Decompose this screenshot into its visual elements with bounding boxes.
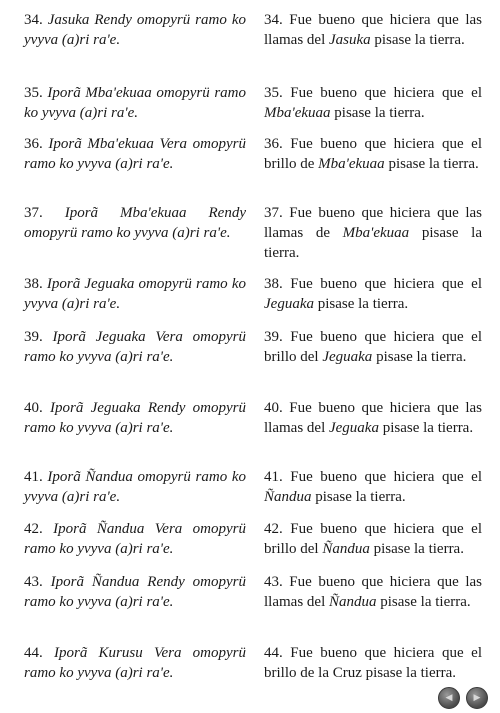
guarani-verse — [24, 134, 246, 174]
spanish-verse — [264, 519, 482, 559]
verse-entry-39 — [0, 327, 500, 387]
verse-number: 44. — [24, 645, 43, 661]
guarani-text: Iporã Jeguaka Vera omopyrü ramo ko yvyva (a)ri ra'e. — [24, 329, 246, 365]
spanish-verse — [264, 398, 482, 438]
spanish-text-emphasis: Ñandua — [328, 594, 377, 610]
verse-number: 38. — [264, 276, 283, 292]
spanish-verse — [264, 83, 482, 123]
spanish-verse — [264, 203, 482, 263]
guarani-text: Iporã Mba'ekuaa Vera omopyrü ramo ko yvyva (a)ri ra'e. — [24, 136, 246, 172]
spanish-text-emphasis: Jeguaka — [264, 296, 314, 312]
guarani-text: Iporã Mba'ekuaa Rendy omopyrü ramo ko yvyva (a)ri ra'e. — [24, 205, 246, 241]
verse-number: 34. — [24, 12, 43, 28]
spanish-verse — [264, 10, 482, 50]
spanish-text-pre: Fue bueno que hiciera que el brillo del — [264, 521, 482, 557]
guarani-text: Iporã Jeguaka Rendy omopyrü ramo ko yvyva (a)ri ra'e. — [24, 400, 246, 436]
spanish-text-post: pisase la tierra. — [264, 225, 482, 261]
verse-number: 43. — [264, 574, 283, 590]
spanish-text-post: pisase la tierra. — [370, 32, 465, 48]
spanish-text-post: pisase la tierra. — [372, 349, 467, 365]
guarani-verse — [24, 643, 246, 683]
verse-entry-34 — [0, 10, 500, 70]
spanish-verse — [264, 134, 482, 174]
spanish-text-pre: Fue bueno que hiciera que el — [282, 276, 482, 292]
spanish-verse — [264, 327, 482, 367]
spanish-text-post: pisase la tierra. — [384, 156, 479, 172]
guarani-verse — [24, 519, 246, 559]
spanish-verse — [264, 467, 482, 507]
guarani-text: Iporã Ñandua Rendy omopyrü ramo ko yvyva (a)ri ra'e. — [24, 574, 246, 610]
verse-number: 34. — [264, 12, 283, 28]
spanish-text-post: pisase la tierra. — [369, 541, 464, 557]
spanish-text-emphasis: Ñandua — [264, 489, 312, 505]
verse-number: 39. — [24, 329, 43, 345]
spanish-text-pre: Fue bueno que hiciera que las llamas del — [264, 574, 482, 610]
guarani-verse — [24, 274, 246, 314]
guarani-text: Iporã Ñandua omopyrü ramo ko yvyva (a)ri ra'e. — [24, 469, 246, 505]
guarani-verse — [24, 10, 246, 50]
spanish-text-pre: Fue bueno que hiciera que las llamas de — [264, 205, 482, 241]
verse-number: 42. — [264, 521, 283, 537]
guarani-text: Iporã Kurusu Vera omopyrü ramo ko yvyva (a)ri ra'e. — [24, 645, 246, 681]
verse-entry-38 — [0, 274, 500, 334]
spanish-text-pre: Fue bueno que hiciera que el brillo de — [264, 136, 482, 172]
spanish-text-emphasis: Ñandua — [322, 541, 370, 557]
guarani-verse — [24, 572, 246, 612]
spanish-text-pre: Fue bueno que hiciera que el brillo de la Cruz pisase la tierra. — [264, 645, 482, 681]
spanish-text-pre: Fue bueno que hiciera que el — [282, 469, 482, 485]
guarani-text: Iporã Jeguaka omopyrü ramo ko yvyva (a)ri ra'e. — [24, 276, 246, 312]
spanish-text-emphasis: Mba'ekuaa — [342, 225, 410, 241]
spanish-text-post: pisase la tierra. — [313, 296, 409, 312]
verse-entry-43 — [0, 572, 500, 632]
spanish-text-post: pisase la tierra. — [311, 489, 406, 505]
previous-page-icon[interactable]: ◀ — [438, 687, 460, 709]
verse-entry-36 — [0, 134, 500, 194]
spanish-text-emphasis: Jasuka — [328, 32, 371, 48]
guarani-verse — [24, 327, 246, 367]
verse-number: 36. — [264, 136, 283, 152]
spanish-text-emphasis: Mba'ekuaa — [318, 156, 385, 172]
spanish-text-post: pisase la tierra. — [376, 594, 471, 610]
verse-entry-44 — [0, 643, 500, 703]
verse-number: 38. — [24, 276, 43, 292]
guarani-text: Iporã Ñandua Vera omopyrü ramo ko yvyva (a)ri ra'e. — [24, 521, 246, 557]
spanish-text-emphasis: Jeguaka — [322, 349, 373, 365]
verse-entry-37 — [0, 203, 500, 263]
spanish-verse — [264, 274, 482, 314]
verse-entry-41 — [0, 467, 500, 527]
spanish-verse — [264, 643, 482, 683]
verse-number: 37. — [24, 205, 43, 221]
verse-number: 43. — [24, 574, 43, 590]
spanish-verse — [264, 572, 482, 612]
verse-number: 35. — [24, 85, 43, 101]
spanish-text-pre: Fue bueno que hiciera que las llamas del — [264, 12, 482, 48]
verse-number: 40. — [24, 400, 43, 416]
verse-number: 44. — [264, 645, 283, 661]
page-navigation — [434, 687, 494, 709]
verse-number: 40. — [264, 400, 283, 416]
guarani-verse — [24, 467, 246, 507]
verse-number: 41. — [264, 469, 283, 485]
verse-number: 36. — [24, 136, 43, 152]
spanish-text-post: pisase la tierra. — [330, 105, 425, 121]
verse-number: 42. — [24, 521, 43, 537]
verse-number: 41. — [24, 469, 43, 485]
spanish-text-emphasis: Mba'ekuaa — [264, 105, 331, 121]
spanish-text-pre: Fue bueno que hiciera que el brillo del — [264, 329, 482, 365]
verse-number: 37. — [264, 205, 283, 221]
verse-number: 39. — [264, 329, 283, 345]
guarani-text: Jasuka Rendy omopyrü ramo ko yvyva (a)ri ra'e. — [24, 12, 246, 48]
verse-entry-40 — [0, 398, 500, 458]
guarani-verse — [24, 398, 246, 438]
verse-entry-42 — [0, 519, 500, 579]
verse-number: 35. — [264, 85, 283, 101]
spanish-text-pre: Fue bueno que hiciera que las llamas del — [264, 400, 482, 436]
spanish-text-pre: Fue bueno que hiciera que el — [282, 85, 482, 101]
spanish-text-emphasis: Jeguaka — [328, 420, 379, 436]
next-page-icon[interactable]: ▶ — [466, 687, 488, 709]
guarani-text: Iporã Mba'ekuaa omopyrü ramo ko yvyva (a)ri ra'e. — [24, 85, 247, 121]
spanish-text-post: pisase la tierra. — [378, 420, 474, 436]
guarani-verse — [24, 83, 246, 123]
guarani-verse — [24, 203, 246, 243]
